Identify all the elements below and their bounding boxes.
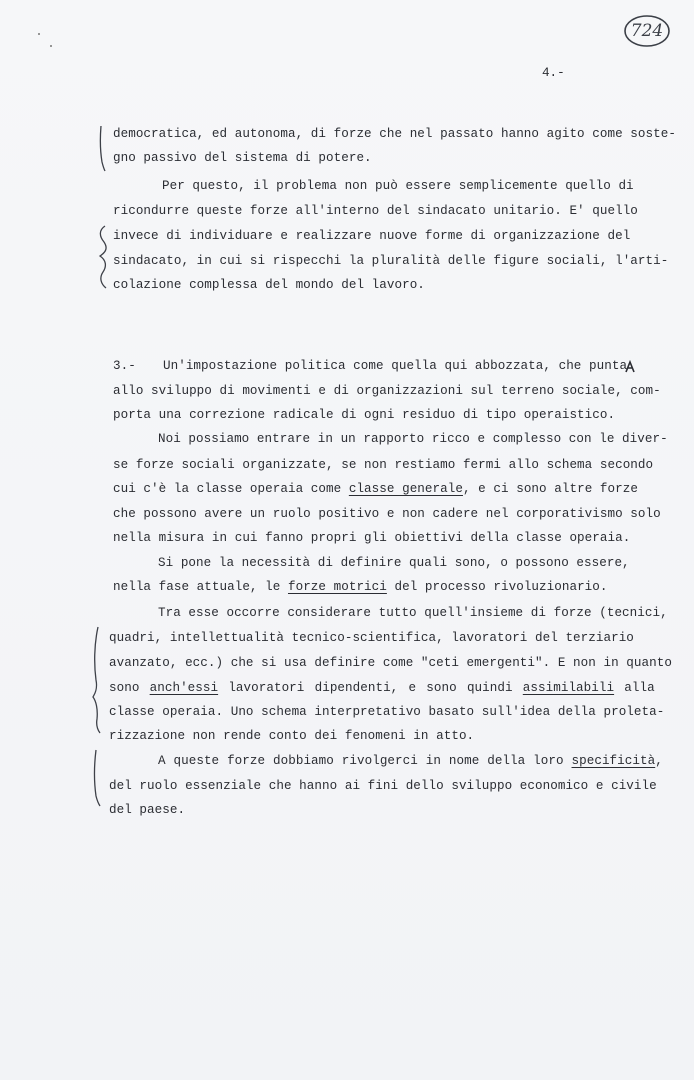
text-span: , xyxy=(655,754,663,768)
archive-stamp xyxy=(623,14,671,48)
underlined-phrase: assimilabili xyxy=(522,681,615,695)
text-line: Tra esse occorre considerare tutto quell'insieme di forze (tecnici, xyxy=(158,606,668,620)
text-span: , e ci sono altre forze xyxy=(462,482,638,496)
text-line: del ruolo essenziale che hanno ai fini dello sviluppo economico e civile xyxy=(109,779,657,793)
underlined-phrase: anch'essi xyxy=(149,681,219,695)
text-line: porta una correzione radicale di ogni residuo di tipo operaistico. xyxy=(113,408,616,422)
text-span: A queste forze dobbiamo rivolgerci in nome della loro xyxy=(158,754,572,768)
section-number: 3.- xyxy=(113,359,136,373)
text-line xyxy=(113,481,638,497)
text-span: sono xyxy=(109,681,150,695)
text-line xyxy=(113,579,608,595)
speck xyxy=(50,45,52,47)
text-line: Per questo, il problema non può essere semplicemente quello di xyxy=(162,179,634,193)
text-line: democratica, ed autonoma, di forze che nel passato hanno agito come soste- xyxy=(113,127,676,141)
text-line: Si pone la necessità di definire quali sono, o possono essere, xyxy=(158,556,630,570)
text-span: cui c'è la classe operaia come xyxy=(113,482,349,496)
text-line: classe operaia. Uno schema interpretativo basato sull'idea della proleta- xyxy=(109,705,665,719)
text-line: rizzazione non rende conto dei fenomeni in atto. xyxy=(109,729,475,743)
text-line: sindacato, in cui si rispecchi la pluralità delle figure sociali, l'arti- xyxy=(113,254,669,268)
margin-bracket-icon xyxy=(90,748,104,808)
text-line: allo sviluppo di movimenti e di organizzazioni sul terreno sociale, com- xyxy=(113,384,661,398)
text-line: del paese. xyxy=(109,803,186,817)
text-line: che possono avere un ruolo positivo e non cadere nel corporativismo solo xyxy=(113,507,661,521)
text-line: gno passivo del sistema di potere. xyxy=(113,151,372,165)
text-line xyxy=(158,753,663,769)
underlined-phrase: specificità xyxy=(571,754,656,768)
text-span: lavoratori dipendenti, e sono quindi xyxy=(218,681,523,695)
text-line: ricondurre queste forze all'interno del sindacato unitario. E' quello xyxy=(113,204,638,218)
text-line: se forze sociali organizzate, se non restiamo fermi allo schema secondo xyxy=(113,458,654,472)
text-span: alla xyxy=(614,681,655,695)
handwritten-mark-icon xyxy=(624,360,636,374)
text-line: invece di individuare e realizzare nuove forme di organizzazione del xyxy=(113,229,631,243)
text-line: nella misura in cui fanno propri gli obiettivi della classe operaia. xyxy=(113,531,631,545)
text-span: del processo rivoluzionario. xyxy=(386,580,608,594)
text-line: Noi possiamo entrare in un rapporto ricco e complesso con le diver- xyxy=(158,432,668,446)
stamp-number: 724 xyxy=(630,21,664,41)
underlined-phrase: forze motrici xyxy=(287,580,387,594)
underlined-phrase: classe generale xyxy=(348,482,463,496)
text-line: quadri, intellettualità tecnico-scientifica, lavoratori del terziario xyxy=(109,631,634,645)
text-span: nella fase attuale, le xyxy=(113,580,288,594)
margin-bracket-icon xyxy=(96,124,110,174)
text-line: avanzato, ecc.) che si usa definire come "ceti emergenti". E non in quanto xyxy=(109,656,672,670)
page-number: 4.- xyxy=(542,66,565,80)
text-line: Un'impostazione politica come quella qui abbozzata, che punta xyxy=(163,359,628,373)
text-line xyxy=(109,680,655,696)
text-line: colazione complessa del mondo del lavoro. xyxy=(113,278,425,292)
margin-brace-icon xyxy=(90,625,106,735)
margin-brace-icon xyxy=(96,224,112,290)
speck xyxy=(38,33,40,35)
